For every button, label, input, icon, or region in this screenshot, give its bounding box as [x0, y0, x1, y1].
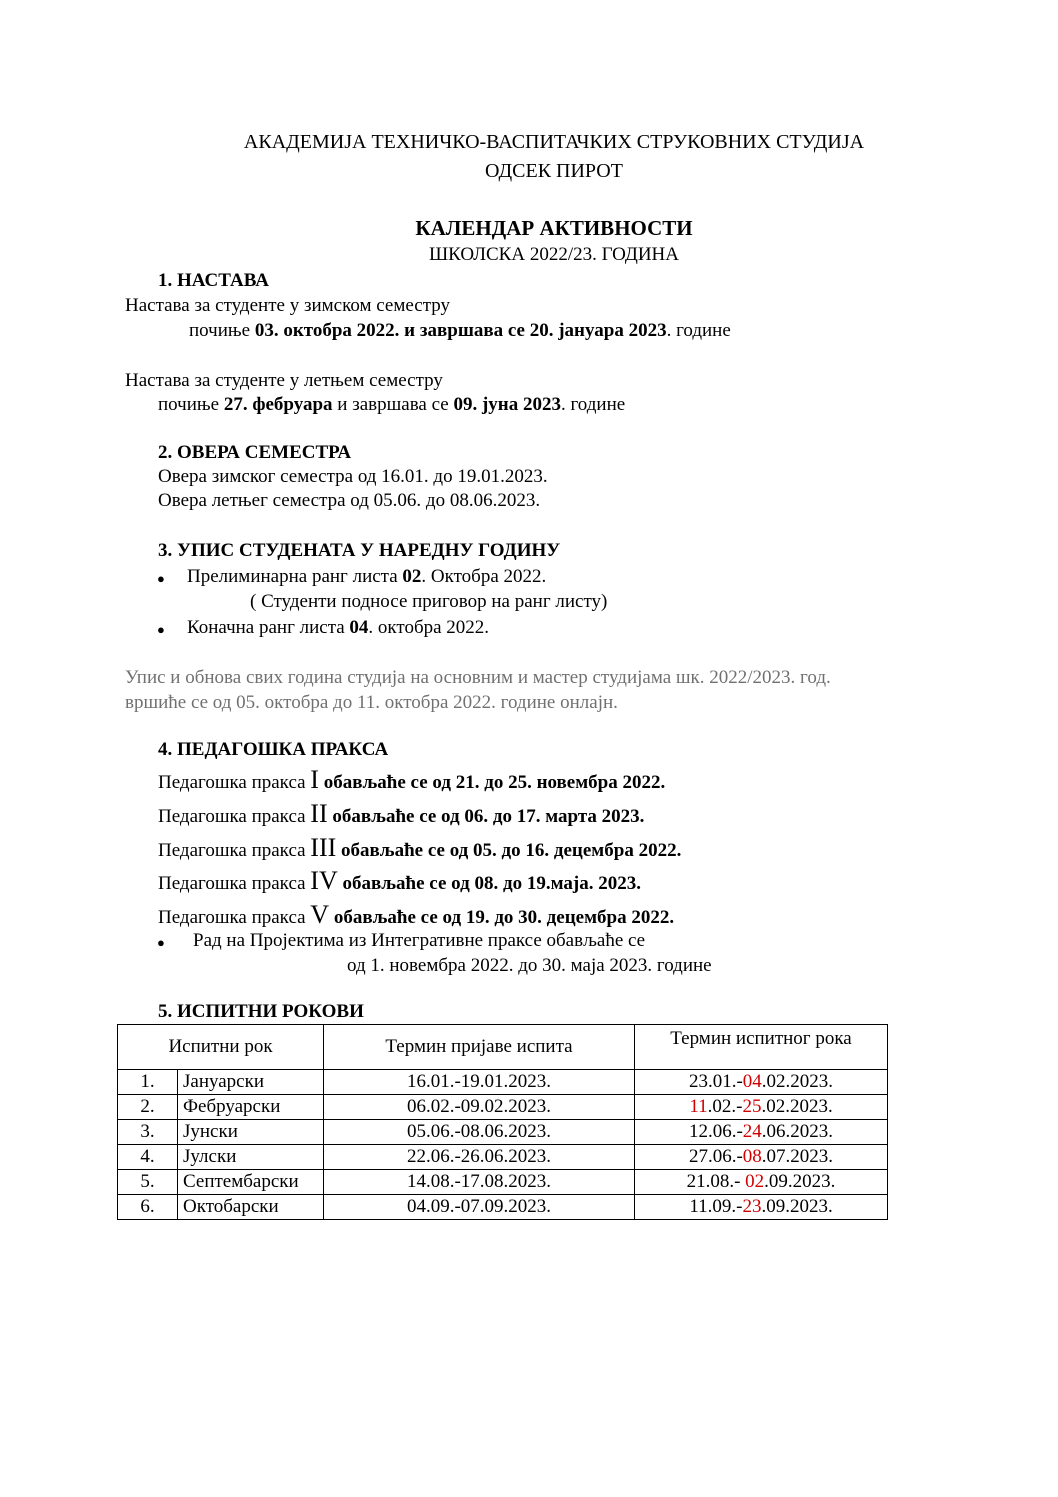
- row-number: 4.: [118, 1145, 178, 1170]
- document-title: КАЛЕНДАР АКТИВНОСТИ: [415, 216, 693, 240]
- exam-term-dates: 11.09.-23.09.2023.: [635, 1195, 888, 1220]
- section-2-heading: 2. ОВЕРА СЕМЕСТРА: [158, 442, 352, 463]
- practice-item: Педагошка пракса I обављаће се од 21. до 25. новембра 2022.: [158, 765, 666, 794]
- section-5-heading: 5. ИСПИТНИ РОКОВИ: [158, 1001, 364, 1022]
- table-row: [118, 1195, 888, 1220]
- exam-periods-table: [117, 1024, 888, 1220]
- column-header-period: Испитни рок: [118, 1025, 324, 1070]
- period-name: Јануарски: [178, 1070, 324, 1095]
- row-number: 2.: [118, 1095, 178, 1120]
- summer-semester-intro: Настава за студенте у летњем семестру: [125, 370, 443, 391]
- table-row: [118, 1095, 888, 1120]
- row-number: 3.: [118, 1120, 178, 1145]
- winter-verification: Овера зимског семестра од 16.01. до 19.01.2023.: [158, 466, 548, 487]
- enrollment-note-line1: Упис и обнова свих година студија на основним и мастер студијама шк. 2022/2023. год.: [125, 667, 831, 688]
- period-name: Октобарски: [178, 1195, 324, 1220]
- section-1-heading: 1. НАСТАВА: [158, 270, 269, 291]
- table-row: [118, 1120, 888, 1145]
- preliminary-rank-list: Прелиминарна ранг листа 02. Октобра 2022.: [187, 566, 547, 587]
- column-header-registration: Термин пријаве испита: [324, 1025, 635, 1070]
- exam-term-dates: 12.06.-24.06.2023.: [635, 1120, 888, 1145]
- project-work-line2: од 1. новембра 2022. до 30. маја 2023. године: [347, 955, 712, 976]
- registration-dates: 16.01.-19.01.2023.: [324, 1070, 635, 1095]
- rank-list-note: ( Студенти подносе приговор на ранг листу): [250, 591, 608, 612]
- bullet-icon: ●: [157, 571, 165, 586]
- table-row: [118, 1070, 888, 1095]
- summer-verification: Овера летњег семестра од 05.06. до 08.06.2023.: [158, 490, 541, 511]
- school-year: ШКОЛСКА 2022/23. ГОДИНА: [428, 244, 680, 265]
- period-name: Септембарски: [178, 1170, 324, 1195]
- final-rank-list: Коначна ранг листа 04. октобра 2022.: [187, 617, 490, 638]
- project-work-line1: Рад на Пројектима из Интегративне праксе обављаће се: [193, 930, 646, 951]
- winter-semester-intro: Настава за студенте у зимском семестру: [125, 295, 450, 316]
- table-row: [118, 1170, 888, 1195]
- summer-semester-dates: почиње 27. фебруара и завршава се 09. јуна 2023. године: [158, 394, 626, 415]
- row-number: 1.: [118, 1070, 178, 1095]
- practice-item: Педагошка пракса IV обављаће се од 08. до 19.маја. 2023.: [158, 866, 641, 895]
- winter-semester-dates: почиње 03. октобра 2022. и завршава се 20. јануара 2023. године: [189, 320, 731, 341]
- section-3-heading: 3. УПИС СТУДЕНАТА У НАРЕДНУ ГОДИНУ: [158, 540, 561, 561]
- table-header-row: [118, 1025, 888, 1070]
- practice-item: Педагошка пракса III обављаће се од 05. до 16. децембра 2022.: [158, 833, 682, 862]
- row-number: 6.: [118, 1195, 178, 1220]
- practice-item: Педагошка пракса II обављаће се од 06. до 17. марта 2023.: [158, 799, 645, 828]
- period-name: Јулски: [178, 1145, 324, 1170]
- period-name: Фебруарски: [178, 1095, 324, 1120]
- exam-term-dates: 23.01.-04.02.2023.: [635, 1070, 888, 1095]
- row-number: 5.: [118, 1170, 178, 1195]
- exam-term-dates: 27.06.-08.07.2023.: [635, 1145, 888, 1170]
- exam-term-dates: 11.02.-25.02.2023.: [635, 1095, 888, 1120]
- enrollment-note-line2: вршиће се од 05. октобра до 11. октобра 2022. године онлајн.: [125, 692, 618, 713]
- exam-term-dates: 21.08.- 02.09.2023.: [635, 1170, 888, 1195]
- department-name: ОДСЕК ПИРОТ: [485, 160, 623, 182]
- registration-dates: 22.06.-26.06.2023.: [324, 1145, 635, 1170]
- column-header-term: Термин испитног рока: [635, 1025, 888, 1070]
- registration-dates: 06.02.-09.02.2023.: [324, 1095, 635, 1120]
- registration-dates: 14.08.-17.08.2023.: [324, 1170, 635, 1195]
- bullet-icon: ●: [157, 935, 165, 950]
- registration-dates: 04.09.-07.09.2023.: [324, 1195, 635, 1220]
- section-4-heading: 4. ПЕДАГОШКА ПРАКСА: [158, 739, 389, 760]
- bullet-icon: ●: [157, 622, 165, 637]
- registration-dates: 05.06.-08.06.2023.: [324, 1120, 635, 1145]
- practice-item: Педагошка пракса V обављаће се од 19. до 30. децембра 2022.: [158, 900, 675, 929]
- institution-name: АКАДЕМИЈА ТЕХНИЧКО-ВАСПИТАЧКИХ СТРУКОВНИХ СТУДИЈА: [243, 131, 865, 153]
- table-row: [118, 1145, 888, 1170]
- period-name: Јунски: [178, 1120, 324, 1145]
